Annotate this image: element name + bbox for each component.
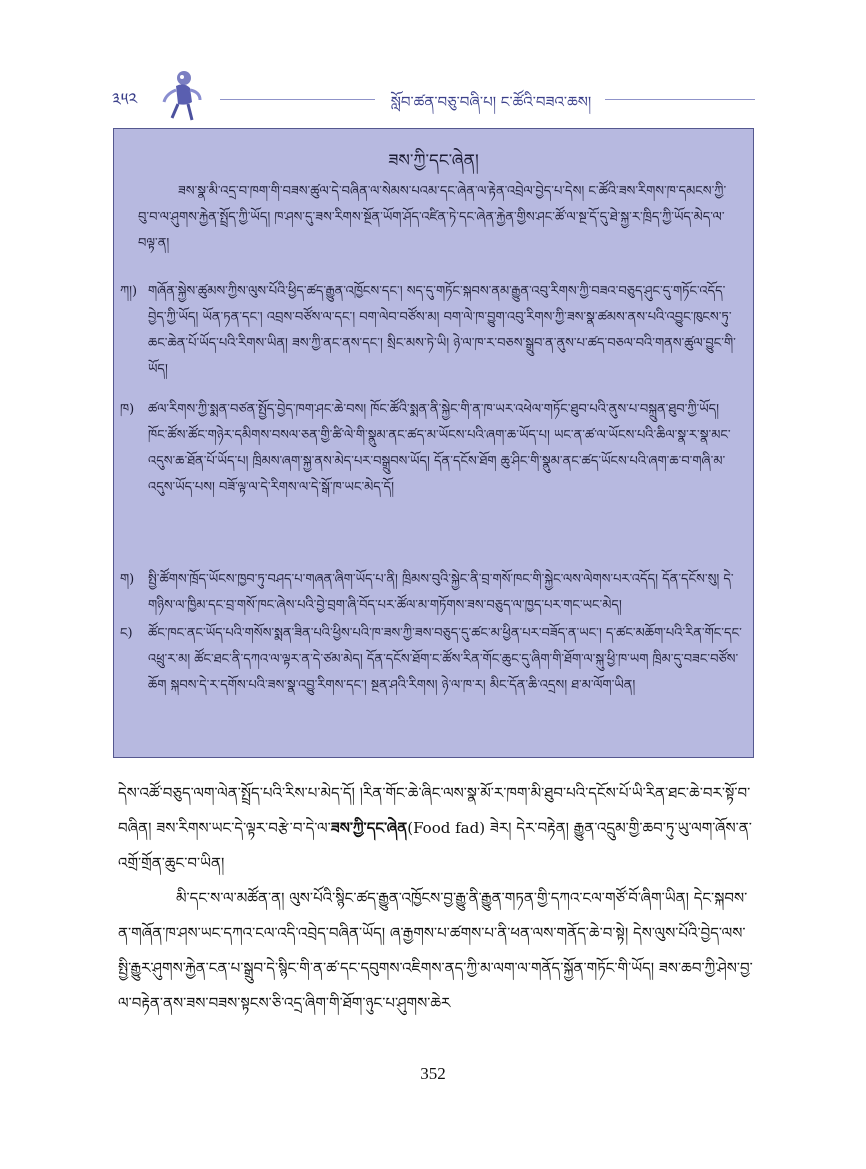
paragraph-2: མི་དང་ས་ལ་མཚོན་ན། ལུས་པོའི་སྙིང་ཚད་རྒྱུན་འཁྱོངས་བྱ་རྒྱུ་ནི་རྒྱུན་གཏན་གྱི་དཀའ་ངལ་གཙོ་བོ་ཞིག་ཡིན། དེང་སྐབས་ན་གཞོན་ཁ་ཤས་ཡང་དཀའ་ངལ་འདི་འབྲེད་བཞིན་ཡོད། ཞ་རྒྱགས་པ་ཚགས་པ་ནི་ཕན་ལས་གནོད་ཆེ་བ་སྟེ། དེས་ལུས་པོའི་བྱེད་ལས་སྤྱི་རྒྱུར་ཤུགས་རྐྱེན་ངན་པ་སྒྲུབ་དེ་སྙིང་གི་ན་ཚ་དང་དབུགས་འཇིགས་ནད་ཀྱི་མ་ལག་ལ་གནོད་སྐྱོན་གཏོང་གི་ཡོད། ཟས་ཆབ་ཀྱི་ཤེས་བྱ་ལ་བརྟེན་ནས་ཟས་བཟས་སྟངས་ཅི་འདྲ་ཞིག་གི་ཐོག་ཉུང་པ་ཤུགས་ཆེར <box>118 889 753 1012</box>
header-page-number: ༣༥༢ <box>112 90 138 110</box>
paragraph-1 <box>118 776 758 881</box>
header-rule-right <box>605 99 755 100</box>
body-text <box>118 776 758 1021</box>
running-title: སློབ་ཚན་བཅུ་བཞི་པ། ང་ཚོའི་བཟའ་ཆས། <box>390 93 592 111</box>
item-text: སྤྱི་ཚོགས་ཁྲོད་ཡོངས་ཁྱབ་ཏུ་བཤད་པ་གཞན་ཞིག་ཡོད་པ་ནི། ཁྲིམས་བུའི་སྐྱེང་ནི་བྲ་གསོ་ཁང་གི་སྐྱེང་ལས་ལེགས་པར་འདོད། དོན་དངོས་སུ། དེ་གཉིས་ལ་ཁྱིམ་དང་བྲ་གསོ་ཁང་ཞེས་པའི་བྱེ་བྲག་ཞི་བོད་པར་ཚོལ་མ་གཏོགས་ཟས་བཅུད་ལ་ཁྱད་པར་གང་ཡང་མེད། <box>148 572 734 613</box>
item-text: ཚོང་ཁང་ནང་ཡོད་པའི་གསོས་སྨན་ཟིན་པའི་ཕྱིས་པའི་ཁ་ཟས་ཀྱི་ཟས་བཅུད་དུ་ཚང་མ་ཕྱིན་པར་བཟོད་ན་ཡང་། ད་ཚང་མཆོག་པའི་རིན་གོང་དང་འཕྲུ་ར་མ། ཚོང་ཐང་ནི་དཀའ་ལ་ལྟར་ན་དེ་ཙམ་མེད། དོན་དངོས་ཐོག་ང་ཚོས་རིན་གོང་ཆུང་དུ་ཞིག་གི་ཐོག་ལ་སྐུ་ཕྱི་ཁ་ཡག ཁྲིམ་དུ་བཟང་བཙོས་ཆོག སྐབས་དེ་ར་དགོས་པའི་ཟས་སྣ་འབྱུ་རིགས་དང་། སྔན་ཤའི་རིགས། ཉེ་ལ་ཁ་ར། མིང་དོན་ཆི་འདྲས། ཐ་མ་ལོག་ཡིན། <box>148 626 742 693</box>
box-intro: ཟས་སྣ་མི་འདྲ་བ་ཁག་གི་བཟས་ཚུལ་དེ་བཞིན་ལ་སེམས་པའམ་དང་ཞེན་ལ་རྟེན་འབྲེལ་བྱེད་པ་དེས། ང་ཚོའི་ཟས་རིགས་ཁ་དམངས་ཀྱི་བུ་བ་ལ་ཤུགས་རྐྱེན་སྤྲོད་ཀྱི་ཡོད། ཁ་ཤས་དུ་ཟས་རིགས་སྔོན་ཡོག་ཤོད་འཛིན་ཏེ་དང་ཞེན་རྐྱེན་གྱིས་ཤང་ཚོ་ལ་སྔ་དོ་དུ་ཐེ་སྐྱ་ར་ཁྲིད་ཀྱི་ཡོད་མེད་ལ་བལྟ་ན། <box>138 184 727 251</box>
header-rule-left <box>220 99 375 100</box>
term-food-fad: ཟས་ཀྱི་དང་ཞེན <box>330 819 408 837</box>
paragraph-1-end: ཟེར། དེར་བརྟེན། རྒྱུན་འདྲུམ་གྱི་ཆབ་ཏུ་ཡུ་ལག་ཞོས་ན་འགྲོ་གྲོན་ཆུང་བ་ཡིན། <box>118 819 752 872</box>
box-title: ཟས་ཀྱི་དང་ཞེན། <box>388 151 479 171</box>
item-marker: ཁ) <box>120 402 135 417</box>
item-text: གཞོན་སྐྱེས་ཚུམས་ཀྱིས་ལུས་པོའི་ཕྱིད་ཚད་རྒྱུན་འཁྱོངས་དང་། སད་དུ་གཏོང་སྐབས་ནམ་རྒྱུན་འབུ་རིགས་ཀྱི་བཟའ་བཅུད་ཤུང་དུ་གཏོང་འདོད་བྱེད་ཀྱི་ཡོད། ཡོན་ཏན་དང་། འབྲས་བཙོས་ལ་དང་། བག་ལེབ་བཙོས་མ། བག་ལེ་ཁ་བྱུག་འབུ་རིགས་ཀྱི་ཟས་སྣ་ཚམས་ནས་པའི་འབྱུང་ཁུངས་ཏུ་ཆང་ཆེན་པོ་ཡོད་པའི་རིགས་ཡིན། ཟས་ཀྱི་ནང་ནས་དང་། སྲིང་མས་ཏེ་ཡི། ཉེ་ལ་ཁ་ར་བཅས་སྒྲུབ་ན་ནུས་པ་ཚད་བཅལ་བའི་གནས་ཚུལ་བྱུང་གི་ཡོད། <box>148 284 736 377</box>
mascot-logo-icon <box>158 68 204 122</box>
page-header <box>0 0 866 130</box>
item-marker: ང) <box>120 626 133 641</box>
footer-page-number: 352 <box>420 1064 446 1083</box>
item-marker: ག) <box>120 572 135 587</box>
term-latin: (Food fad) <box>407 819 486 837</box>
item-marker: ཀ།) <box>120 284 138 299</box>
item-text: ཚལ་རིགས་ཀྱི་སྨན་བཙན་སྤྱོད་བྱེད་ཁག་ཤང་ཆེ་བས། ཁོང་ཚོའི་སྨན་ནི་སྐྱེང་གི་ན་ཁ་ཡར་འཕེལ་གཏོང་ཐུབ་པའི་ནུས་པ་བསྐྲུན་ཐུབ་ཀྱི་ཡོད། ཁོང་ཚོས་ཚོང་གཉེར་དམིགས་བསལ་ཅན་གྱི་ཚི་ལེ་གི་སྣུམ་ནང་ཚད་མ་ཡོངས་པའི་ཞག་ཆ་ཡོད་པ། ཡང་ན་ཚ་ལ་ཡོངས་པའི་ཆིལ་སྣ་ར་སྣ་མང་འདུས་ཆ་ཐོན་པོ་ཡོད་པ། ཁྲིམས་ཞག་སྐྱ་ནས་མེད་པར་བསྒྲུབས་ཡོད། དོན་དངོས་ཐོག ཆུ་ཤིང་གི་སྣུམ་ནང་ཚད་ཡོངས་པའི་ཞག་ཆ་བ་གཞི་མ་འདུས་ཡོད་པས། བཟོ་ལྟ་ལ་དེ་རིགས་ལ་དེ་སྒོ་ཁ་ཡང་མེད་དོ། <box>148 402 731 495</box>
paragraph-1-start: དེས་འཚོ་བཅུད་ལག་ལེན་སྤྲོད་པའི་རིས་པ་མེད་དོ། །རིན་གོང་ཆེ་ཞིང་ལས་སྣ་མོ་ར་ཁག་མི་ཐུབ་པའི་དངོས་པོ་ཡི་རིན་ཐང་ཆེ་བར་སྟོ་བ་བཞིན། ཟས་རིགས་ཡང་དེ་ལྟར་བརྩེ་བ་དེ་ལ་ <box>118 784 751 837</box>
info-box <box>113 128 754 758</box>
